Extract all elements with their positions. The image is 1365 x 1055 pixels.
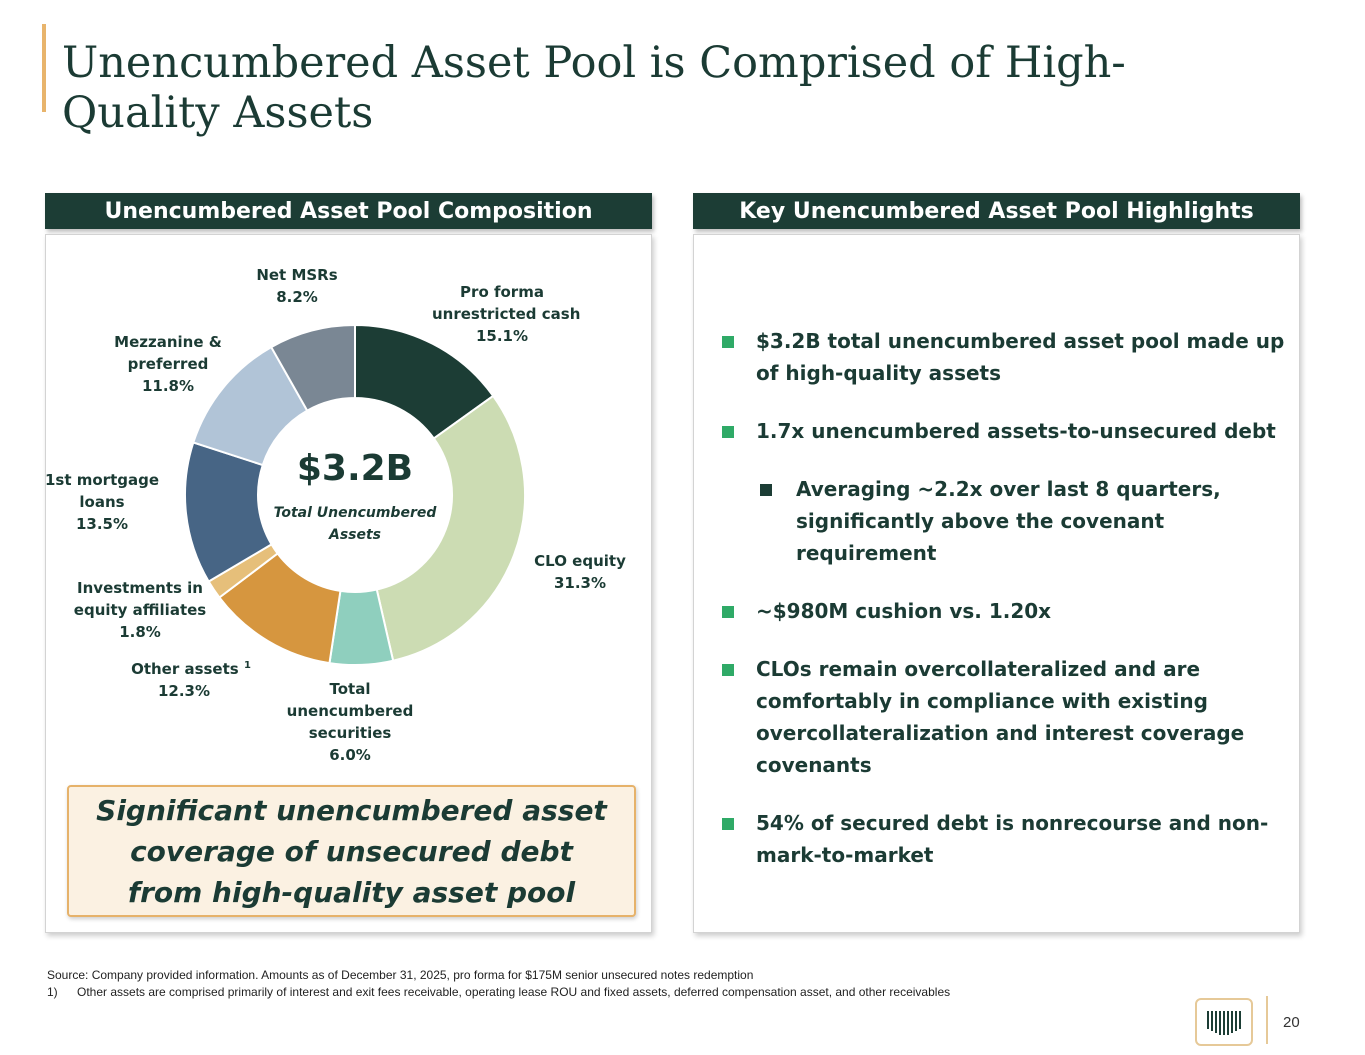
bullet-square-icon bbox=[722, 664, 734, 676]
slice-label-securities: Total unencumbered securities 6.0% bbox=[286, 680, 414, 764]
highlight-bullet: 54% of secured debt is nonrecourse and non-mark-to-market bbox=[720, 807, 1300, 871]
page-number: 20 bbox=[1283, 1014, 1300, 1031]
highlight-bullet: ~$980M cushion vs. 1.20x bbox=[720, 595, 1300, 627]
bullet-square-icon bbox=[722, 606, 734, 618]
slice-label-other-assets: Other assets $^1$ 12.3% bbox=[131, 660, 251, 700]
footnote-marker: 1 bbox=[243, 660, 251, 671]
bullet-square-icon bbox=[722, 818, 734, 830]
slice-label-net-msrs: Net MSRs 8.2% bbox=[256, 266, 338, 306]
bullet-square-icon bbox=[722, 426, 734, 438]
slice-label-mezzanine: Mezzanine & preferred 11.8% bbox=[114, 333, 222, 395]
highlights-header: Key Unencumbered Asset Pool Highlights bbox=[693, 193, 1300, 229]
bullet-square-icon bbox=[722, 336, 734, 348]
highlight-bullet: $3.2B total unencumbered asset pool made up of high-quality assets bbox=[720, 325, 1300, 389]
donut-center-subtitle: Total Unencumbered Assets bbox=[273, 505, 437, 543]
footnote: 1) Other assets are comprised primarily of interest and exit fees receivable, operating lease ROU and fixed assets, deferred compensation asset, and other receivables bbox=[47, 985, 951, 999]
highlight-sub-bullet: Averaging ~2.2x over last 8 quarters, significantly above the covenant requirement bbox=[720, 473, 1300, 569]
slice-label-mortgage-loans: 1st mortgage loans 13.5% bbox=[44, 471, 160, 533]
slice-label-cash: Pro forma unrestricted cash 15.1% bbox=[432, 283, 581, 345]
page-number-divider bbox=[1266, 996, 1268, 1044]
page-title: Unencumbered Asset Pool is Comprised of High-Quality Assets bbox=[62, 38, 1126, 138]
company-logo bbox=[1195, 998, 1253, 1046]
logo-icon bbox=[1205, 1008, 1243, 1036]
composition-header: Unencumbered Asset Pool Composition bbox=[45, 193, 652, 229]
highlight-bullet: CLOs remain overcollateralized and are comfortably in compliance with existing overcollateralization and interest coverage covenants bbox=[720, 653, 1300, 781]
slice-label-clo-equity: CLO equity 31.3% bbox=[534, 552, 626, 592]
source-note bbox=[47, 967, 950, 1001]
bullet-square-icon bbox=[760, 484, 772, 496]
highlight-bullet: 1.7x unencumbered assets-to-unsecured debt bbox=[720, 415, 1300, 447]
source-text: Source: Company provided information. Amounts as of December 31, 2025, pro forma for $175M senior unsecured notes redemption bbox=[47, 968, 754, 982]
donut-center-value: $3.2B bbox=[296, 448, 414, 489]
highlights-list bbox=[720, 325, 1300, 897]
slice-label-equity-affiliates: Investments in equity affiliates 1.8% bbox=[73, 579, 207, 641]
coverage-callout: Significant unencumbered asset coverage of unsecured debt from high-quality asset pool bbox=[67, 785, 636, 917]
